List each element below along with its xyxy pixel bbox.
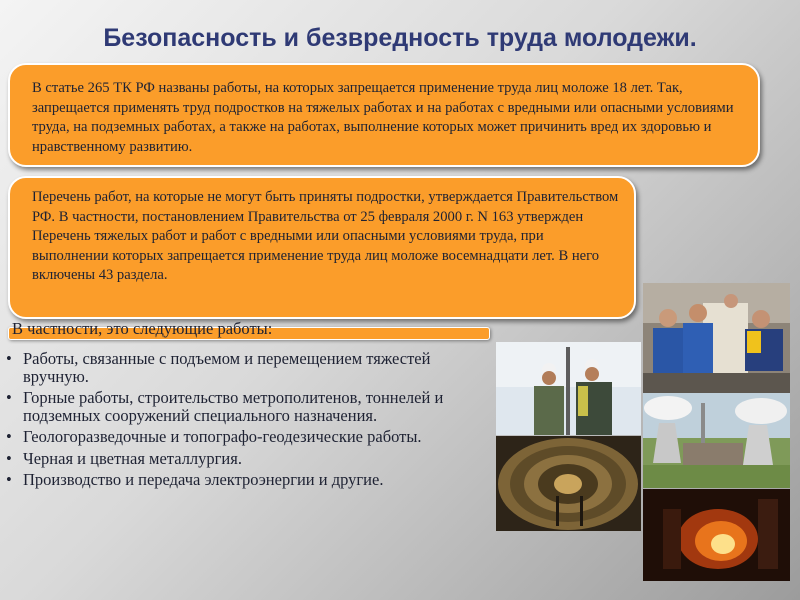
photo-power-plant (643, 393, 790, 488)
list-item-text: Работы, связанные с подъемом и перемещением тяжестей вручную. (23, 349, 431, 386)
bullet: • (6, 427, 12, 446)
photo-geology-workers (496, 342, 641, 435)
slide-title: Безопасность и безвредность труда молодежи. (103, 24, 697, 52)
list-item (6, 471, 484, 489)
list-item-text: Черная и цветная металлургия. (23, 448, 242, 468)
callout-box-article-265 (8, 63, 760, 167)
bullet: • (6, 448, 12, 468)
list-item (6, 450, 484, 468)
callout-box-government-list (8, 176, 636, 319)
work-list (6, 350, 484, 493)
list-item (6, 428, 484, 446)
callout-text-article-265: В статье 265 ТК РФ названы работы, на которых запрещается применение труда лиц моложе 18 лет. Так, запрещается применять труд подростков на тяжелых работах и на работах с вредными или опасными условиями труда, на подземных работах, а также на работах, выполнение которых может причинить вред их здоровью и нравственному развитию. (32, 80, 734, 155)
bullet: • (6, 470, 12, 489)
list-item-text: Горные работы, строительство метрополитенов, тоннелей и подземных сооружений специального назначения. (23, 388, 444, 425)
bullet: • (6, 388, 12, 407)
list-item-text: Производство и передача электроэнергии и другие. (23, 470, 384, 489)
bullet: • (6, 349, 12, 368)
list-item (6, 389, 484, 424)
photo-metro-tunnel (496, 436, 641, 531)
list-heading: В частности, это следующие работы: (12, 319, 273, 338)
list-item-text: Геологоразведочные и топографо-геодезические работы. (23, 427, 422, 446)
photo-metallurgy (643, 489, 790, 581)
photo-workers-lifting (643, 283, 790, 394)
list-item (6, 350, 484, 385)
callout-text-government-list: Перечень работ, на которые не могут быть приняты подростки, утверждается Правительством РФ. В частности, постановлением Правительства от 25 февраля 2000 г. N 163 утвержден Перечень тяжелых работ и работ с вредными или опасными условиями труда, при выполнении которых запрещается применение труда лиц моложе восемнадцати лет. В него включены 43 раздела. (32, 189, 619, 284)
